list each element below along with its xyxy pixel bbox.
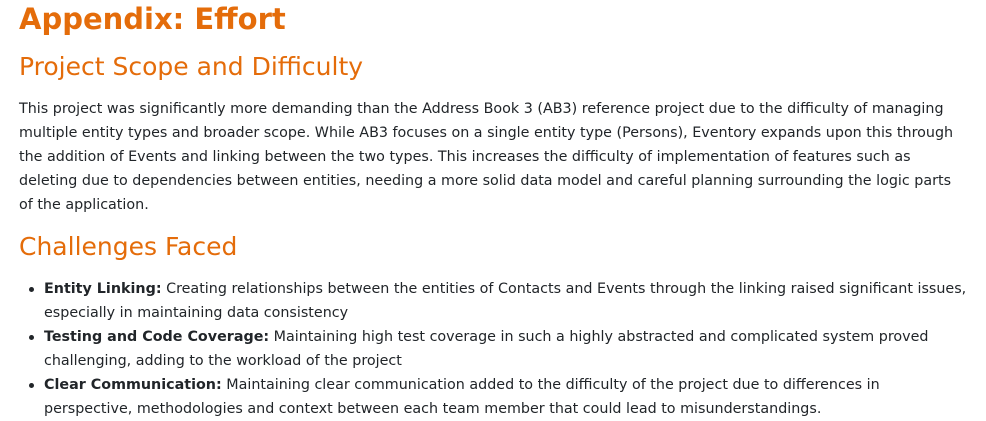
challenge-label: Testing and Code Coverage: [44, 329, 270, 345]
list-item [44, 325, 969, 373]
challenge-text: Creating relationships between the entities of Contacts and Events through the linking raised significant issues, especially in maintaining data consistency [44, 281, 967, 321]
challenge-text: Maintaining clear communication added to the difficulty of the project due to differences in perspective, methodologies and context between each team member that could lead to misunderstandings. [44, 377, 880, 417]
challenges-list [19, 277, 969, 421]
scope-paragraph: This project was significantly more demanding than the Address Book 3 (AB3) reference project due to the difficulty of managing multiple entity types and broader scope. While AB3 focuses on a single entity type (Persons), Eventory expands upon this through the addition of Events and linking between the two types. This increases the difficulty of implementation of features such as deleting due to dependencies between entities, needing a more solid data model and careful planning surrounding the logic parts of the application. [19, 101, 954, 213]
challenge-label: Entity Linking: [44, 281, 162, 297]
page-title: Appendix: Effort [19, 2, 286, 36]
list-item [44, 373, 969, 421]
list-item [44, 277, 969, 325]
section-heading-scope: Project Scope and Difficulty [19, 52, 364, 81]
bullet-icon [29, 287, 34, 292]
bullet-icon [29, 335, 34, 340]
challenge-text: Maintaining high test coverage in such a highly abstracted and complicated system proved challenging, adding to the workload of the project [44, 329, 929, 369]
bullet-icon [29, 383, 34, 388]
challenge-label: Clear Communication: [44, 377, 222, 393]
section-heading-challenges: Challenges Faced [19, 232, 238, 261]
